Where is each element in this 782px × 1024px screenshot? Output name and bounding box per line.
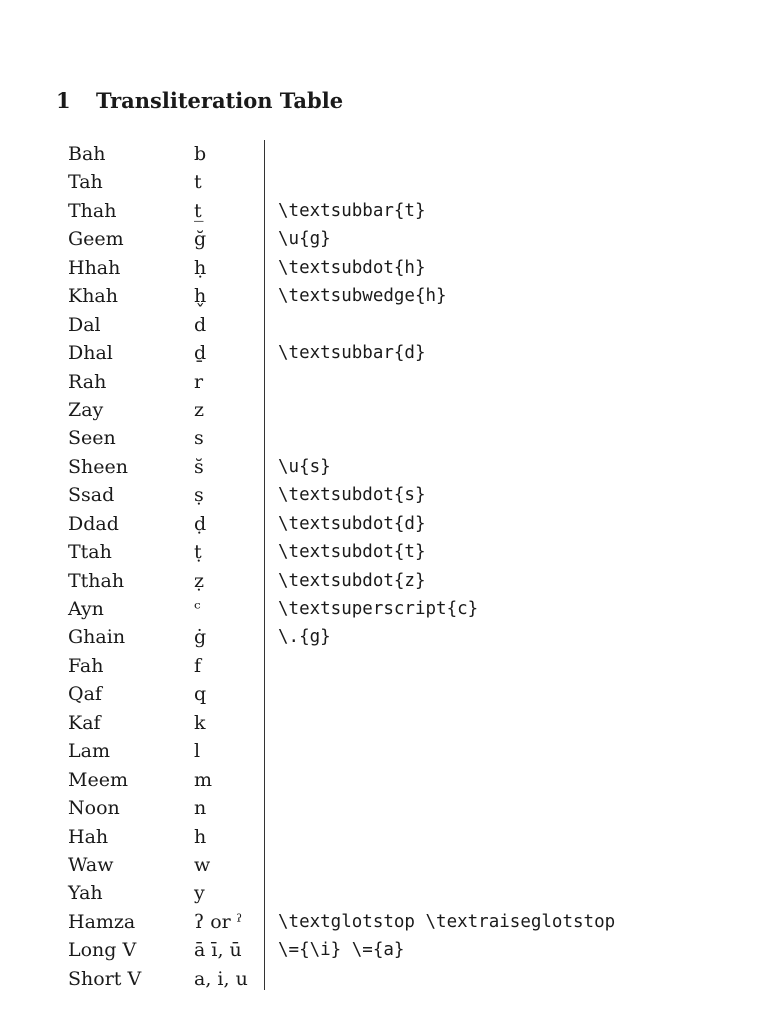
transliteration: ḥ: [194, 256, 207, 279]
transliteration: ġ: [194, 626, 207, 649]
letter-name: Meem: [68, 768, 128, 791]
transliteration: a, i, u: [194, 967, 248, 990]
transliteration: f: [194, 654, 202, 677]
letter-name: Seen: [68, 427, 116, 450]
transliteration: k: [194, 711, 206, 734]
letter-name: Kaf: [68, 711, 101, 734]
letter-name: Fah: [68, 654, 104, 677]
latex-command: \textsubdot{z}: [278, 570, 426, 591]
letter-name: Ghain: [68, 626, 126, 649]
letter-name: Hhah: [68, 256, 121, 279]
letter-name: Rah: [68, 370, 107, 393]
transliteration: ā ī, ū: [194, 939, 242, 962]
transliteration: ṣ: [194, 484, 204, 507]
latex-command: \.{g}: [278, 627, 331, 648]
section-heading: [56, 88, 343, 113]
transliteration: r: [194, 370, 204, 393]
latex-command: \={\i} \={a}: [278, 940, 405, 961]
transliteration: t̲: [194, 199, 202, 222]
letter-name: Tah: [68, 171, 103, 194]
transliteration: h: [194, 825, 207, 848]
letter-name: Waw: [68, 853, 114, 876]
transliteration: ğ: [194, 228, 207, 251]
latex-command: \textsubbar{t}: [278, 200, 426, 221]
letter-name: Short V: [68, 967, 142, 990]
latex-command: \u{s}: [278, 456, 331, 477]
transliteration: ẓ: [194, 569, 205, 592]
latex-command: \textsubdot{s}: [278, 485, 426, 506]
section-title: Transliteration Table: [96, 88, 344, 113]
latex-command: \textglotstop \textraiseglotstop: [278, 911, 616, 932]
letter-name: Ayn: [68, 598, 104, 620]
letter-name: Qaf: [68, 683, 102, 706]
transliteration: y: [194, 882, 205, 905]
transliteration: q: [194, 683, 207, 706]
letter-name: Ttah: [68, 541, 112, 564]
letter-name: Thah: [68, 199, 117, 222]
letter-name: Yah: [68, 882, 103, 905]
transliteration: s̆: [194, 455, 204, 478]
transliteration: t: [194, 171, 202, 194]
latex-command: \textsuperscript{c}: [278, 599, 479, 619]
letter-name: Long V: [68, 939, 137, 962]
section-number: 1: [56, 88, 71, 113]
transliteration: n: [194, 797, 207, 820]
transliteration: ᶜ: [194, 598, 201, 620]
transliteration: b: [194, 143, 207, 165]
letter-name: Noon: [68, 797, 120, 820]
letter-name: Sheen: [68, 455, 128, 478]
transliteration: ḏ: [194, 342, 207, 365]
letter-name: Khah: [68, 285, 118, 308]
letter-name: Zay: [68, 398, 104, 421]
letter-name: Geem: [68, 228, 124, 251]
letter-name: Bah: [68, 143, 106, 165]
letter-name: Ddad: [68, 512, 119, 535]
latex-command: \textsubdot{t}: [278, 542, 426, 563]
transliteration: w: [194, 853, 211, 876]
transliteration: ṭ: [194, 541, 202, 564]
transliteration: d: [194, 313, 207, 336]
latex-command: \textsubdot{d}: [278, 513, 426, 534]
latex-command: \textsubwedge{h}: [278, 286, 447, 307]
transliteration: m: [194, 768, 213, 791]
letter-name: Hamza: [68, 910, 136, 933]
transliteration: s: [194, 427, 204, 450]
latex-command: \textsubbar{d}: [278, 343, 426, 364]
transliteration: ḍ: [194, 512, 207, 535]
letter-name: Lam: [68, 740, 110, 763]
transliteration: l: [194, 740, 201, 763]
transliteration: h̬: [194, 285, 207, 308]
letter-name: Ssad: [68, 484, 115, 507]
latex-command: \textsubdot{h}: [278, 257, 426, 278]
latex-command: \u{g}: [278, 229, 331, 250]
letter-name: Dhal: [68, 342, 113, 365]
transliteration: z: [194, 398, 205, 421]
letter-name: Dal: [68, 313, 101, 336]
letter-name: Hah: [68, 825, 109, 848]
letter-name: Tthah: [68, 569, 125, 592]
transliteration: ʔ or ˀ: [194, 910, 243, 933]
table-vertical-rule: [264, 140, 265, 990]
